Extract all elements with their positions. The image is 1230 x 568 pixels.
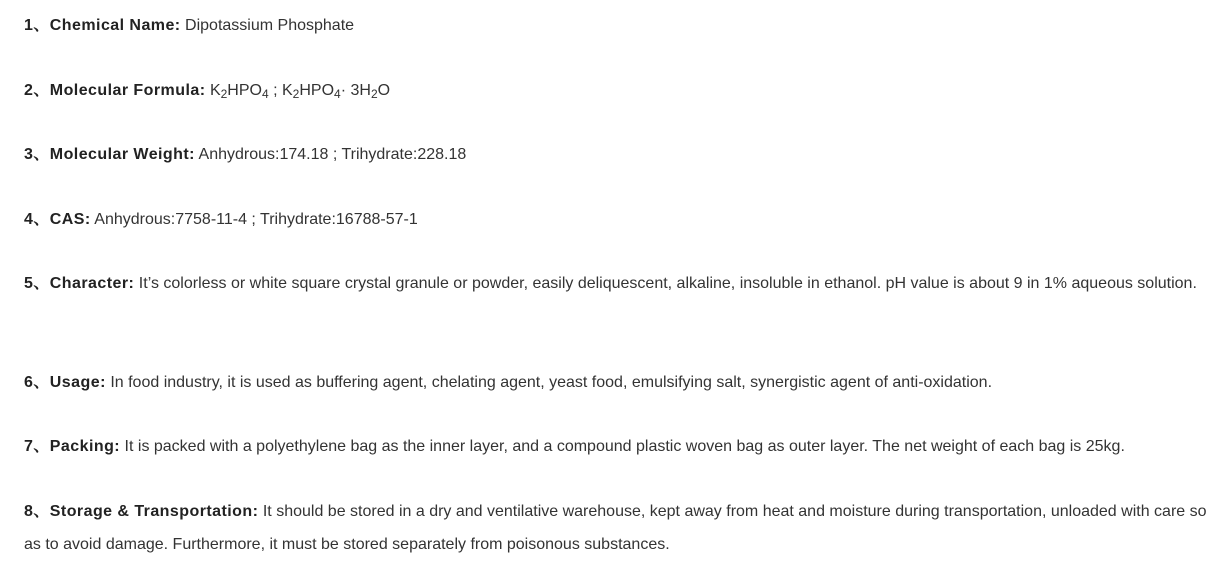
- formula-part: K: [209, 82, 221, 99]
- formula-subscript: 2: [292, 87, 300, 101]
- spec-cas: [24, 203, 1208, 236]
- spec-label: 8、Storage & Transportation:: [24, 503, 259, 520]
- spec-value: Anhydrous:7758-11-4 ; Trihydrate:16788-57-1: [94, 211, 418, 228]
- spec-label: 1、Chemical Name:: [24, 17, 181, 34]
- formula-value: [210, 82, 390, 99]
- spec-label: 6、Usage:: [24, 374, 106, 391]
- formula-part: K: [282, 82, 293, 99]
- formula-part: O: [377, 82, 391, 99]
- spec-molecular-formula: [24, 74, 1208, 107]
- formula-separator: ;: [268, 82, 282, 99]
- spec-value: In food industry, it is used as buffering agent, chelating agent, yeast food, emulsifying salt, synergistic agent of anti-oxidation.: [110, 374, 993, 391]
- spec-character: [24, 267, 1208, 300]
- spec-label: 7、Packing:: [24, 438, 121, 455]
- spec-value: It’s colorless or white square crystal granule or powder, easily deliquescent, alkaline, insoluble in ethanol. pH value is about 9 in 1% aqueous solution.: [138, 275, 1197, 292]
- spec-molecular-weight: [24, 138, 1208, 171]
- formula-part: HPO: [299, 82, 335, 99]
- formula-part: · 3H: [340, 82, 371, 99]
- spec-value: It should be stored in a dry and ventilative warehouse, kept away from heat and moisture during transportation, unloaded with care so as to avoid damage. Furthermore, it must be stored separately from poisonous substances.: [24, 503, 1207, 553]
- spec-label: 5、Character:: [24, 275, 135, 292]
- spec-usage: [24, 366, 1208, 399]
- formula-subscript: 4: [334, 87, 341, 101]
- spec-value: Dipotassium Phosphate: [185, 17, 355, 34]
- formula-subscript: 2: [370, 87, 378, 101]
- formula-subscript: 2: [220, 87, 228, 101]
- spec-label: 4、CAS:: [24, 211, 91, 228]
- spec-label: 3、Molecular Weight:: [24, 146, 195, 163]
- formula-subscript: 4: [261, 87, 269, 101]
- spec-value: Anhydrous:174.18 ; Trihydrate:228.18: [198, 146, 467, 163]
- spec-value: It is packed with a polyethylene bag as the inner layer, and a compound plastic woven bag as outer layer. The net weight of each bag is 25kg.: [124, 438, 1125, 455]
- spec-label: 2、Molecular Formula:: [24, 82, 206, 99]
- formula-part: HPO: [227, 82, 262, 99]
- spec-storage-transportation: [24, 495, 1208, 561]
- spec-packing: [24, 430, 1208, 463]
- spec-chemical-name: [24, 9, 1208, 42]
